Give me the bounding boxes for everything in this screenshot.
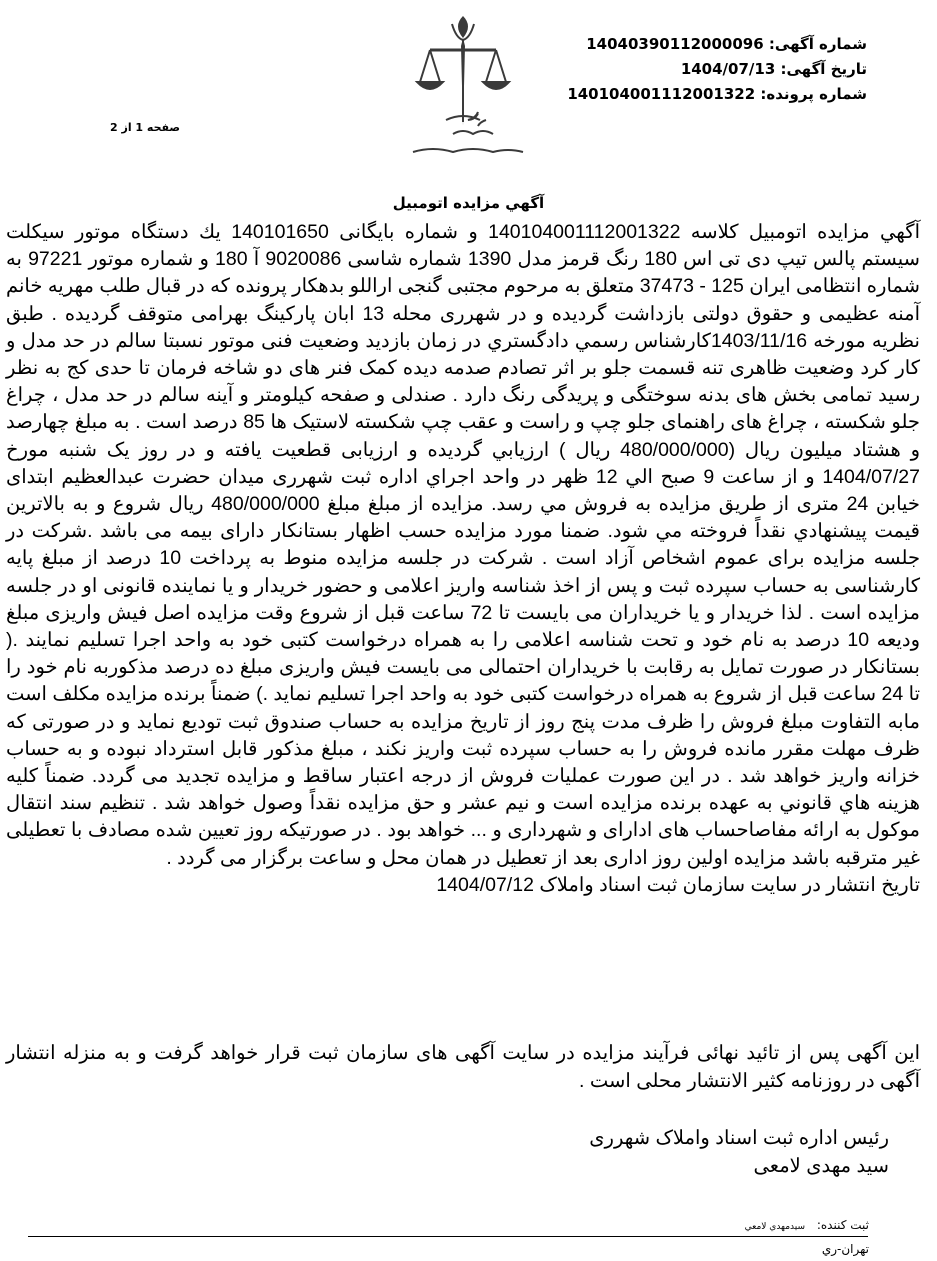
page-number: صفحه 1 از 2 (110, 121, 181, 134)
publication-note: این آگهی پس از تائید نهائی فرآیند مزایده در سایت آگهی های سازمان ثبت قرار خواهد گرفت و به منزله انتشار آگهی در روزنامه کثیر الانتشار محلی است . (6, 1042, 920, 1092)
registrar-label: ثبت کننده: (816, 1218, 869, 1232)
footer-divider (28, 1236, 868, 1237)
signatory-name: سید مهدی لامعی (753, 1155, 889, 1177)
footer (745, 1213, 869, 1261)
location: تهران-ري (821, 1242, 869, 1256)
notice-body (6, 219, 920, 899)
signature-block (589, 1124, 889, 1180)
publication-date: تاريخ انتشار در سايت سازمان ثبت اسناد واملاک 1404/07/12 (436, 873, 920, 896)
notice-paragraph: آگهي مزايده اتومبيل کلاسه 140104001112001322 و شماره بایگانی 140101650 يك دستگاه موتور سيكلت سيستم پالس تيپ دی تی اس 180 رنگ قرمز مدل 1390 شماره شاسی 9020086 آ 180 و شماره موتور 97221 به شماره انتظامی ایران 125 - 37473 متعلق به مرحوم مجتبی گنجی اراللو بدهکار پرونده که در قبال طلب مهریه خانم آمنه عظیمی و حقوق دولتی بازداشت گرديده و در شهرری محله 13 ابان پارکینگ بهرامی متوقف گرديده . طبق نظريه مورخه 1403/11/16کارشناس رسمي دادگستري در زمان بازدید وضعيت فنی موتور نسبتا سالم در حد مدل و کار کرد وضعيت ظاهری تنه قسمت جلو بر اثر تصادم صدمه دیده کمک فنر های دو شاخه فرمان تا حدی کج به نظر رسید تمامی بخش های بدنه سوختگی و پریدگی رنگ دارد . صندلی و صفحه کیلومتر و آینه سالم در حد مدل ، چراغ جلو شکسته ، چراغ های راهنمای جلو چپ و راست و عقب چپ شکسته لاستیک ها 85 درصد است . به مبلغ چهارصد و هشتاد میلیون ریال (480/000/000 ریال ) ارزيابي گرديده و ارزیابی قطعیت یافته و در روز يک شنبه مورخ 1404/07/27 و از ساعت 9 صبح الي 12 ظهر در واحد اجراي اداره ثبت شهرری میدان حضرت عبدالعظیم ابتدای خیابن 24 متری از طريق مزايده به فروش مي رسد. مزايده از مبلغ مبلغ 480/000/000 ريال شروع و به بالاترين قيمت پيشنهادي نقداً فروخته مي شود. ضمنا مورد مزایده حسب اظهار بستانكار دارای بیمه می باشد .شرکت در جلسه مزایده برای عموم اشخاص آزاد است . شرکت در جلسه مزایده منوط به پرداخت 10 درصد از مبلغ پایه کارشناسی به حساب سپرده ثبت و پس از اخذ شناسه واریز اعلامی و حضور خریدار و یا نماینده قانونی او در جلسه مزایده است . لذا خریدار و یا خریداران می بایست تا 72 ساعت قبل از شروع وقت مزایده اصل فیش واریزی مبلغ ودیعه 10 درصد به نام خود و تحت شناسه اعلامی را به همراه درخواست کتبی خود به واحد اجرا تسلیم نمایند .( بستانکار در صورت تمایل به رقابت با خریداران احتمالی می بایست فیش واریزی مبلغ ده درصد مذکوربه نام خود را تا 24 ساعت قبل از شروع به همراه درخواست کتبی خود به واحد اجرا تسلیم نماید .) ضمناً برنده مزایده مکلف است مابه التفاوت مبلغ فروش را ظرف مدت پنج روز از تاریخ مزایده به حساب صندوق ثبت تودیع نماید و در صورتی که ظرف مهلت مقرر مانده فروش را به حساب سپرده ثبت واریز نکند ، مبلغ مذکور قابل استرداد نبوده و به حساب خزانه واریز خواهد شد . در این صورت عملیات فروش از درجه اعتبار ساقط و مزایده تجدید می گردد. ضمناً كليه هزينه هاي قانوني به عهده برنده مزايده است و نيم عشر و حق مزايده نقداً وصول خواهد شد . تنظیم سند انتقال موکول به ارائه مفاصاحساب های ادارای و شهرداری و ... خواهد بود . در صورتیکه روز تعیین شده مصادف با تعطیلی غیر مترقبه باشد مزایده اولین روز اداری بعد از تعطیل در همان محل و ساعت برگزار می گردد . (6, 221, 920, 869)
notice-number: شماره آگهی: 14040390112000096 (586, 35, 867, 53)
notice-date: تاریخ آگهی: 1404/07/13 (680, 60, 867, 78)
judiciary-emblem-icon (408, 10, 538, 160)
registrar-name: سيدمهدي لامعي (744, 1222, 806, 1232)
page-title: آگهي مزايده اتومبيل (392, 194, 545, 212)
file-number: شماره پرونده: 140104001112001322 (567, 85, 867, 103)
notice-meta (567, 32, 867, 107)
signatory-title: رئیس اداره ثبت اسناد واملاک شهرری (589, 1127, 889, 1149)
